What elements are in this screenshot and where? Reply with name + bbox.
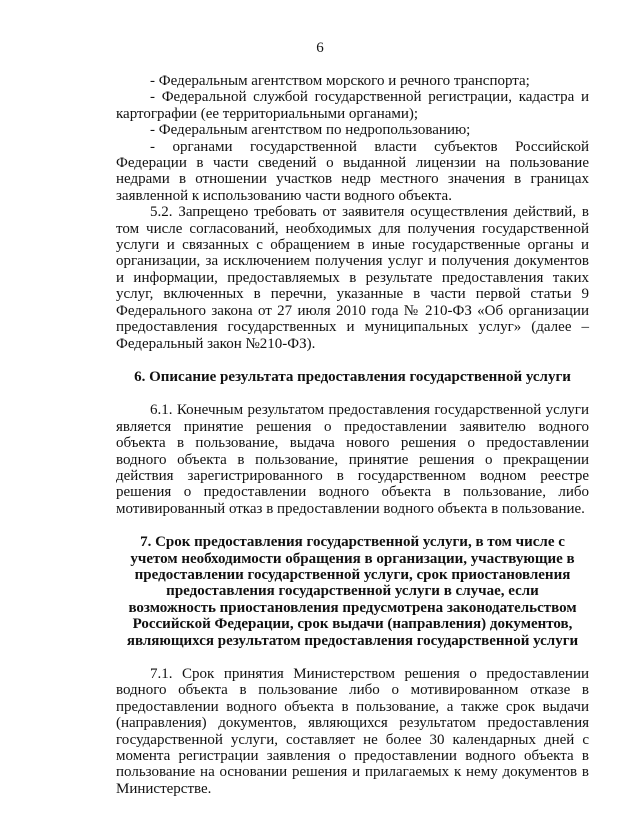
list-item-federal-agency-transport: - Федеральным агентством морского и речного транспорта; xyxy=(150,73,530,89)
paragraph-6-1: 6.1. Конечным результатом предоставления государственной услуги является принятие решения о предоставлении заявителю водного объекта в пользование, выдача нового решения о предоставлении водного объекта в пользование, принятие решения о прекращении действия зарегистрированного в государственном водном реестре решения о предоставлении водного объекта в пользование, либо мотивированный отказ в предоставлении водного объекта в пользование. xyxy=(116,402,589,517)
page-number: 6 xyxy=(316,40,324,56)
paragraph-5-2: 5.2. Запрещено требовать от заявителя осуществления действий, в том числе согласований, необходимых для получения государственной услуги и связанных с обращением в иные государственные органы и организации, за исключением получения услуг и получения документов и информации, предоставляемых в результате предоставления таких услуг, включенных в перечни, указанные в части первой статьи 9 Федерального закона от 27 июля 2010 года № 210-ФЗ «Об организации предоставления государственных и муниципальных услуг» (далее – Федеральный закон №210-ФЗ). xyxy=(116,204,589,352)
paragraph-7-1: 7.1. Срок принятия Министерством решения о предоставлении водного объекта в пользование либо о мотивированном отказе в предоставлении водного объекта в пользование, а также срок выдачи (направления) документов, являющихся результатом предоставления государственной услуги, составляет не более 30 календарных дней с момента регистрации заявления о предоставлении водного объекта в пользование на основании решения и прилагаемых к нему документов в Министерстве. xyxy=(116,666,589,797)
list-item-regional-authorities: - органами государственной власти субъектов Российской Федерации в части сведений о выданной лицензии на пользование недрами в отношении участков недр местного значения в границах заявленной к использованию части водного объекта. xyxy=(116,138,589,204)
list-item-federal-registration-service: - Федеральной службой государственной регистрации, кадастра и картографии (ее территориальными органами); xyxy=(116,89,589,122)
document-body xyxy=(116,73,589,797)
section-heading-7: 7. Срок предоставления государственной услуги, в том числе с учетом необходимости обращения в организации, участвующие в предоставлении государственной услуги, срок приостановления предоставления государственной услуги в случае, если возможность приостановления предусмотрена законодательством Российской Федерации, срок выдачи (направления) документов, являющихся результатом предоставления государственной услуги xyxy=(126,534,579,649)
list-item-federal-agency-subsoil: - Федеральным агентством по недропользованию; xyxy=(150,122,471,139)
section-heading-6: 6. Описание результата предоставления государственной услуги xyxy=(134,368,571,385)
